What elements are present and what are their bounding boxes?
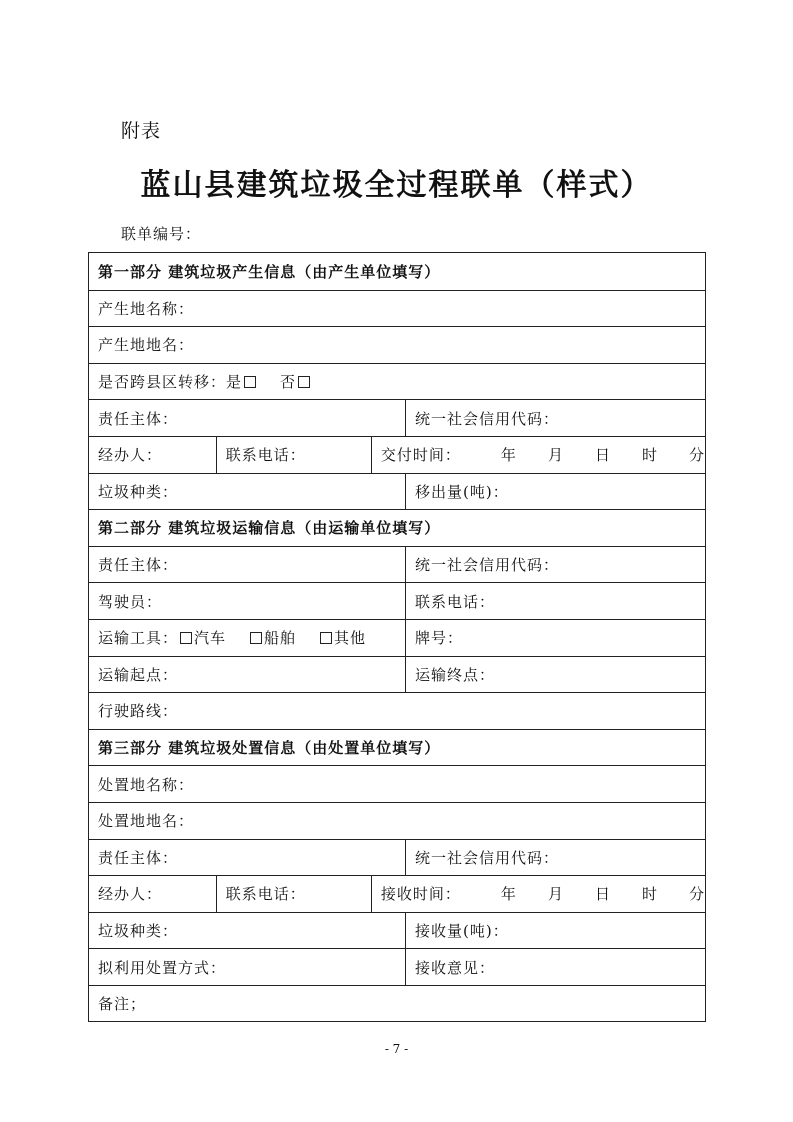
part3-credit-code-field[interactable]: 统一社会信用代码： [405, 840, 705, 876]
part1-waste-type-field[interactable]: 垃圾种类： [98, 482, 179, 501]
part2-credit-code-field[interactable]: 统一社会信用代码： [405, 547, 705, 583]
part1-heading-row [89, 253, 705, 290]
manifest-form-table [88, 252, 706, 1022]
part3-waste-type-field[interactable]: 垃圾种类： [98, 921, 179, 940]
part3-responsible-party-field[interactable]: 责任主体： [98, 848, 179, 867]
form-row [89, 326, 705, 363]
appendix-label: 附表 [121, 120, 162, 142]
day-unit: 日 [594, 446, 611, 465]
route-field[interactable]: 行驶路线： [98, 702, 179, 721]
form-row [89, 802, 705, 839]
ship-label: 船舶 [264, 629, 297, 648]
part1-heading: 第一部分 建筑垃圾产生信息（由产生单位填写） [98, 262, 441, 281]
receive-time-field[interactable] [371, 876, 705, 912]
part3-heading-row [89, 729, 705, 766]
form-row [89, 619, 705, 656]
driver-field[interactable]: 驾驶员： [98, 592, 163, 611]
no-label: 否 [280, 373, 297, 392]
vehicle-option-car[interactable] [178, 627, 226, 648]
part1-handler-field[interactable]: 经办人： [98, 446, 163, 465]
part1-phone-field[interactable]: 联系电话： [216, 437, 371, 473]
form-row [89, 363, 705, 400]
vehicle-field [89, 620, 405, 656]
form-row [89, 656, 705, 693]
receive-time-label: 接收时间： [380, 885, 461, 904]
form-row [89, 399, 705, 436]
serial-number-label: 联单编号： [121, 225, 202, 243]
end-point-field[interactable]: 运输终点： [405, 657, 705, 693]
cross-county-yes-option[interactable] [226, 371, 258, 392]
part1-credit-code-field[interactable]: 统一社会信用代码： [405, 400, 705, 436]
cross-county-field [89, 364, 705, 400]
start-point-field[interactable]: 运输起点： [98, 665, 179, 684]
part3-site-address-field[interactable]: 处置地地名： [98, 812, 195, 831]
part2-responsible-party-field[interactable]: 责任主体： [98, 556, 179, 575]
car-checkbox[interactable] [180, 632, 192, 644]
form-title: 蓝山县建筑垃圾全过程联单（样式） [140, 168, 653, 203]
year-unit: 年 [500, 446, 517, 465]
part1-site-name-field[interactable]: 产生地名称： [98, 299, 195, 318]
form-row [89, 546, 705, 583]
part3-handler-field[interactable]: 经办人： [98, 885, 163, 904]
hour-unit: 时 [641, 885, 658, 904]
form-row [89, 290, 705, 327]
form-row [89, 473, 705, 510]
page-number: - 7 - [384, 1042, 409, 1056]
remarks-field[interactable]: 备注； [98, 995, 147, 1014]
month-unit: 月 [547, 885, 564, 904]
car-label: 汽车 [194, 629, 227, 648]
handover-time-field[interactable] [371, 437, 705, 473]
disposal-method-field[interactable]: 拟利用处置方式： [98, 958, 227, 977]
form-row [89, 948, 705, 985]
form-row [89, 875, 705, 912]
cross-county-no-option[interactable] [280, 371, 312, 392]
form-row [89, 582, 705, 619]
yes-label: 是 [226, 373, 243, 392]
minute-unit: 分 [688, 446, 705, 465]
vehicle-label: 运输工具： [98, 629, 179, 648]
year-unit: 年 [500, 885, 517, 904]
part3-phone-field[interactable]: 联系电话： [216, 876, 371, 912]
form-row [89, 765, 705, 802]
receive-opinion-field[interactable]: 接收意见： [405, 949, 705, 985]
day-unit: 日 [594, 885, 611, 904]
form-row [89, 912, 705, 949]
cross-county-label: 是否跨县区转移： [98, 373, 227, 392]
hour-unit: 时 [641, 446, 658, 465]
outbound-qty-field[interactable]: 移出量(吨)： [405, 474, 705, 510]
part2-phone-field[interactable]: 联系电话： [405, 583, 705, 619]
minute-unit: 分 [688, 885, 705, 904]
plate-field[interactable]: 牌号： [405, 620, 705, 656]
other-checkbox[interactable] [320, 632, 332, 644]
part1-site-address-field[interactable]: 产生地地名： [98, 336, 195, 355]
time-units [501, 883, 705, 904]
part2-heading: 第二部分 建筑垃圾运输信息（由运输单位填写） [98, 519, 441, 538]
form-row [89, 436, 705, 473]
received-qty-field[interactable]: 接收量(吨)： [405, 913, 705, 949]
yes-checkbox[interactable] [244, 376, 256, 388]
form-row [89, 692, 705, 729]
ship-checkbox[interactable] [250, 632, 262, 644]
handover-time-label: 交付时间： [380, 446, 461, 465]
form-row [89, 985, 705, 1022]
part2-heading-row [89, 509, 705, 546]
vehicle-option-ship[interactable] [248, 627, 296, 648]
no-checkbox[interactable] [298, 376, 310, 388]
time-units [501, 444, 705, 465]
part3-site-name-field[interactable]: 处置地名称： [98, 775, 195, 794]
part1-responsible-party-field[interactable]: 责任主体： [98, 409, 179, 428]
other-label: 其他 [334, 629, 367, 648]
form-row [89, 839, 705, 876]
part3-heading: 第三部分 建筑垃圾处置信息（由处置单位填写） [98, 739, 441, 758]
month-unit: 月 [547, 446, 564, 465]
vehicle-option-other[interactable] [318, 627, 366, 648]
